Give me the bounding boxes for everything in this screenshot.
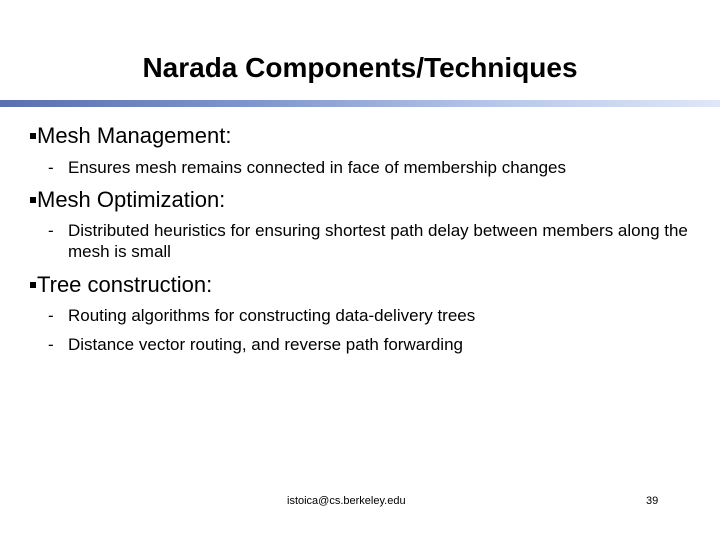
square-bullet-icon	[30, 197, 36, 203]
slide-title: Narada Components/Techniques	[142, 52, 578, 83]
sub-bullet-text: Distance vector routing, and reverse path forwarding	[68, 335, 463, 354]
title-underline	[0, 100, 720, 107]
sub-bullet-text: Ensures mesh remains connected in face of membership changes	[68, 158, 566, 177]
bullet-text: Tree construction:	[37, 272, 213, 297]
bullet-tree-construction	[30, 271, 213, 297]
sub-bullet-text: Distributed heuristics for ensuring shortest path delay between members along the mesh is small	[68, 221, 688, 261]
sub-bullet	[48, 305, 718, 326]
dash-marker: -	[48, 335, 54, 354]
dash-marker: -	[48, 306, 54, 325]
bullet-mesh-optimization	[30, 186, 226, 212]
dash-marker: -	[48, 221, 54, 240]
bullet-text: Mesh Management:	[37, 123, 232, 148]
sub-bullet-text: Routing algorithms for constructing data-delivery trees	[68, 306, 476, 325]
dash-marker: -	[48, 158, 54, 177]
sub-bullet	[48, 220, 718, 262]
bullet-mesh-management	[30, 122, 232, 148]
footer-email: istoica@cs.berkeley.edu	[287, 495, 406, 507]
sub-bullet	[48, 157, 718, 178]
bullet-text: Mesh Optimization:	[37, 187, 226, 212]
page-number: 39	[646, 495, 659, 507]
sub-bullet	[48, 334, 718, 355]
square-bullet-icon	[30, 282, 36, 288]
square-bullet-icon	[30, 133, 36, 139]
